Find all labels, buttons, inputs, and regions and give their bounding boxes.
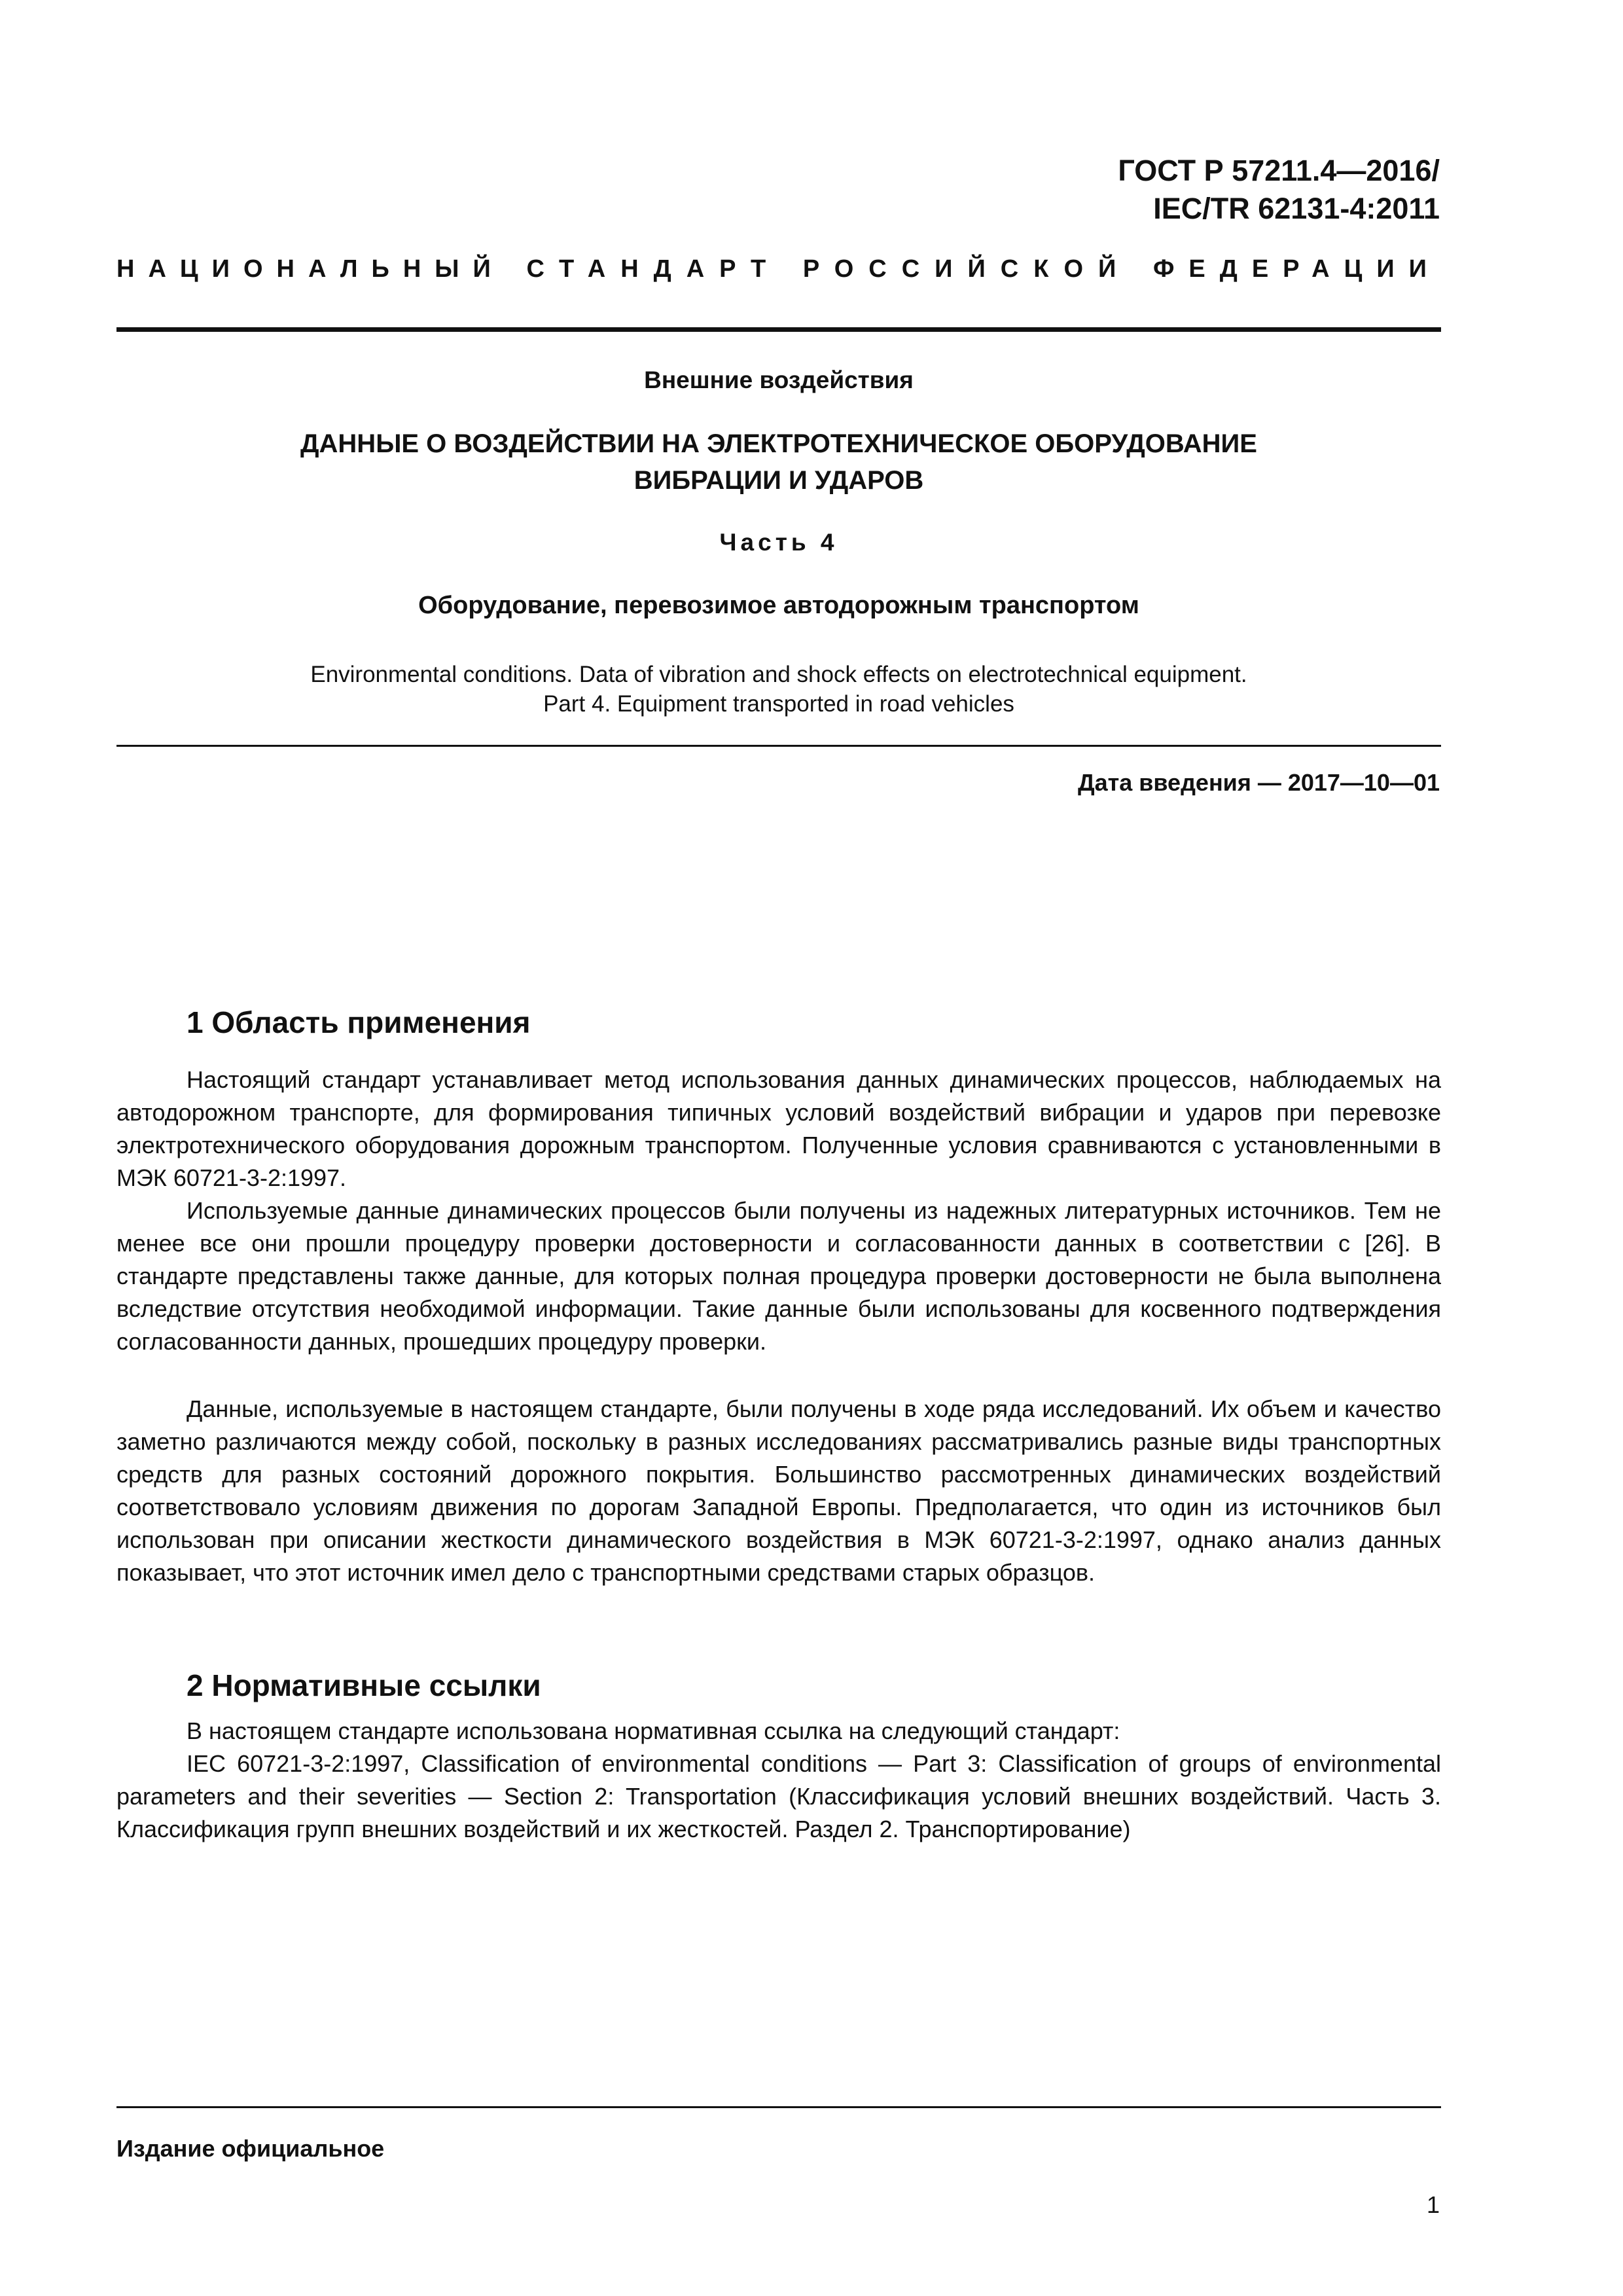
english-title-line-1: Environmental conditions. Data of vibration and shock effects on electrotechnical equipment. — [310, 662, 1247, 687]
english-title — [116, 660, 1441, 719]
paragraph: Используемые данные динамических процессов были получены из надежных литературных источников. Тем не менее все они прошли процедуру проверки достоверности и согласованности данных в соответствии с [26]. В стандарте представлены также данные, для которых полная процедура проверки достоверности не была выполнена вследствие отсутствия необходимой информации. Такие данные были использованы для косвенного подтверждения согласованности данных, прошедших процедуру проверки. — [116, 1197, 1441, 1355]
section-heading-normative-references: 2 Нормативные ссылки — [187, 1668, 541, 1702]
paragraph: В настоящем стандарте использована нормативная ссылка на следующий стандарт: — [187, 1717, 1120, 1744]
introduction-date: Дата введения — 2017—10—01 — [1077, 769, 1440, 796]
part-label: Часть 4 — [719, 529, 838, 556]
document-title-line-1: ДАННЫЕ О ВОЗДЕЙСТВИИ НА ЭЛЕКТРОТЕХНИЧЕСКОЕ ОБОРУДОВАНИЕ — [300, 429, 1257, 458]
title-divider — [116, 745, 1441, 747]
top-divider — [116, 327, 1441, 332]
banner-word: ФЕДЕРАЦИИ — [1152, 255, 1441, 283]
banner-word: СТАНДАРТ — [526, 255, 781, 283]
section-heading-scope: 1 Область применения — [187, 1005, 531, 1039]
edition-label: Издание официальное — [116, 2135, 385, 2162]
footer-divider — [116, 2106, 1441, 2108]
subtitle: Внешние воздействия — [644, 367, 914, 393]
paragraph: IEC 60721-3-2:1997, Classification of environmental conditions — Part 3: Classification of groups of environmental parameters and their severities — Section 2: Transportation (Классификация условий внешних воздействий. Часть 3. Классификация групп внешних воздействий и их жесткостей. Раздел 2. Транспортирование) — [116, 1750, 1441, 1842]
paragraph: Данные, используемые в настоящем стандарте, были получены в ходе ряда исследований. Их объем и качество заметно различаются между собой, поскольку в разных исследованиях рассматривались разные виды транспортных средств для разных состояний дорожного покрытия. Большинство рассмотренных динамических воздействий соответствовало условиям движения по дорогам Западной Европы. Предполагается, что один из источников был использован при описании жесткости динамического воздействия в МЭК 60721-3-2:1997, однако анализ данных показывает, что этот источник имел дело с транспортными средствами старых образцов. — [116, 1395, 1441, 1586]
page-number: 1 — [1426, 2191, 1440, 2218]
banner-word: РОССИЙСКОЙ — [802, 255, 1132, 283]
document-number — [1118, 152, 1440, 228]
document-number-line-1: ГОСТ Р 57211.4—2016/ — [1118, 154, 1440, 187]
part-title: Оборудование, перевозимое автодорожным транспортом — [418, 592, 1139, 619]
document-title-line-2: ВИБРАЦИИ И УДАРОВ — [633, 466, 924, 495]
paragraph: Настоящий стандарт устанавливает метод использования данных динамических процессов, наблюдаемых на автодорожном транспорте, для формирования типичных условий воздействий вибрации и ударов при перевозке электротехнического оборудования дорожным транспортом. Полученные условия сравниваются с установленными в МЭК 60721-3-2:1997. — [116, 1066, 1441, 1191]
national-standard-banner — [116, 255, 1441, 283]
document-number-line-2: IEC/TR 62131-4:2011 — [1153, 192, 1440, 225]
banner-word: НАЦИОНАЛЬНЫЙ — [116, 255, 505, 283]
document-title — [116, 425, 1441, 499]
english-title-line-2: Part 4. Equipment transported in road vehicles — [543, 691, 1014, 717]
